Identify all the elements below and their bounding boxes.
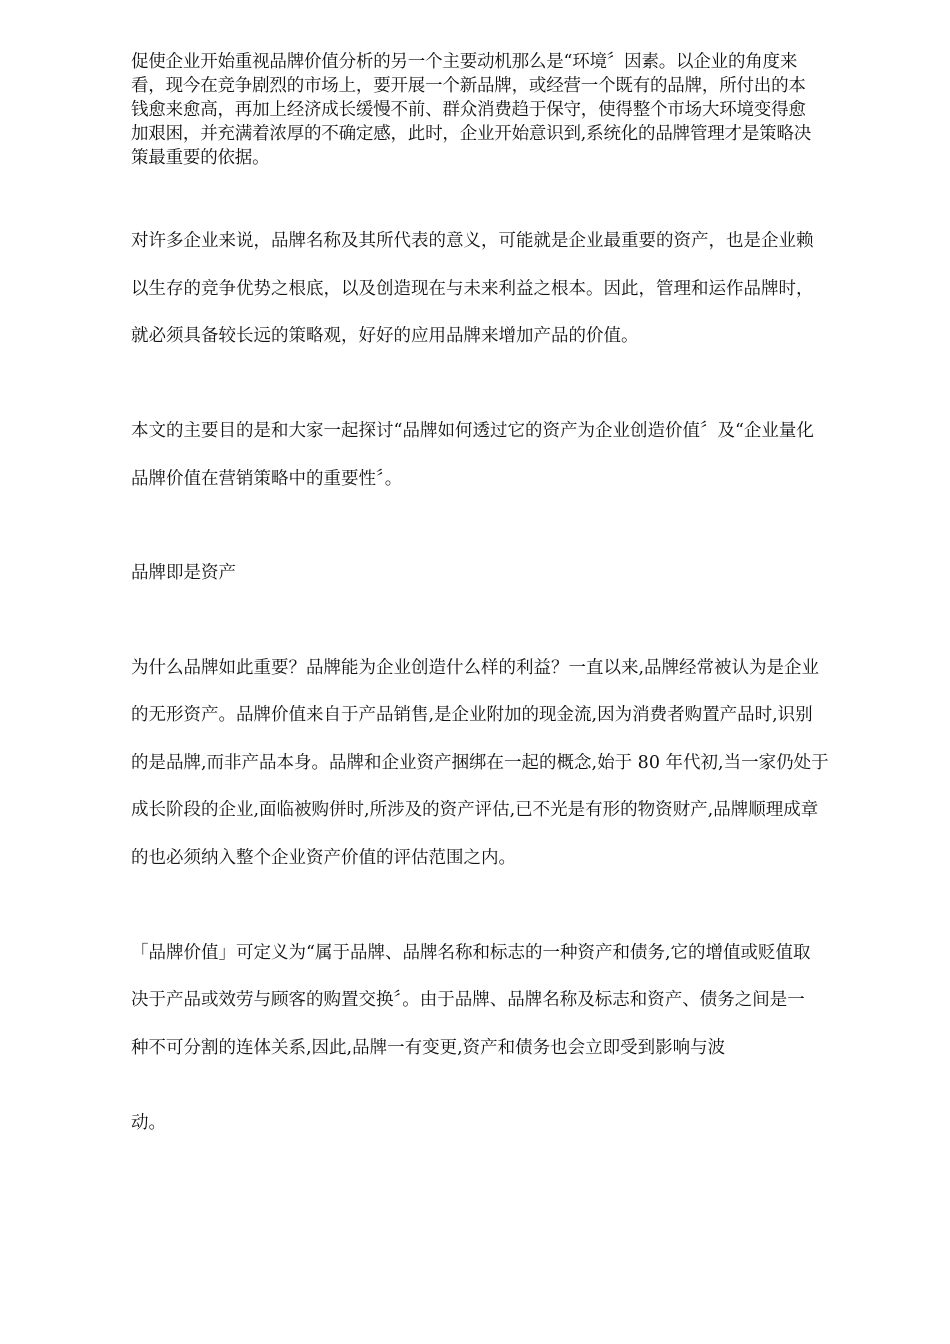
paragraph-line: 「品牌价值」可定义为“属于品牌、品牌名称和标志的一种资产和债务,它的增值或贬值取 (131, 943, 811, 963)
paragraph-line: 的是品牌,而非产品本身。品牌和企业资产捆绑在一起的概念,始于 80 年代初,当一家仍处于 (131, 753, 829, 773)
paragraph-line: 为什么品牌如此重要？品牌能为企业创造什么样的利益？一直以来,品牌经常被认为是企业 (131, 658, 820, 678)
paragraph-line: 促使企业开始重视品牌价值分析的另一个主要动机那么是“环境〞因素。以企业的角度来 (131, 52, 798, 72)
paragraph-line: 成长阶段的企业,面临被购併时,所涉及的资产评估,已不光是有形的物资财产,品牌顺理成章 (131, 800, 819, 820)
paragraph-line: 对许多企业来说，品牌名称及其所代表的意义，可能就是企业最重要的资产，也是企业赖 (131, 231, 814, 251)
paragraph-line: 策最重要的依据。 (131, 148, 270, 168)
paragraph-line: 决于产品或效劳与顾客的购置交换〞。由于品牌、品牌名称及标志和资产、债务之间是一 (131, 990, 805, 1010)
paragraph-line: 以生存的竞争优势之根底，以及创造现在与未来利益之根本。因此，管理和运作品牌时， (131, 279, 814, 299)
paragraph-line: 品牌价值在营销策略中的重要性〞。 (131, 469, 403, 489)
paragraph-line: 钱愈来愈高，再加上经济成长缓慢不前、群众消费趋于保守，使得整个市场大环境变得愈 (131, 100, 806, 120)
paragraph-line: 加艰困，并充满着浓厚的不确定感，此时，企业开始意识到,系统化的品牌管理才是策略决 (131, 124, 812, 144)
paragraph-line: 看，现今在竞争剧烈的市场上，要开展一个新品牌，或经营一个既有的品牌，所付出的本 (131, 76, 806, 96)
paragraph-line: 种不可分割的连体关系,因此,品牌一有变更,资产和债务也会立即受到影响与波 (131, 1038, 726, 1058)
paragraph-line: 就必须具备较长远的策略观，好好的应用品牌来增加产品的价值。 (131, 326, 639, 346)
section-heading: 品牌即是资产 (131, 563, 236, 583)
paragraph-line: 本文的主要目的是和大家一起探讨“品牌如何透过它的资产为企业创造价值〞及“企业量化 (131, 421, 814, 441)
paragraph-line: 动。 (131, 1113, 166, 1133)
paragraph-line: 的无形资产。品牌价值来自于产品销售,是企业附加的现金流,因为消费者购置产品时,识别 (131, 705, 813, 725)
paragraph-line: 的也必须纳入整个企业资产价值的评估范围之内。 (131, 848, 516, 868)
